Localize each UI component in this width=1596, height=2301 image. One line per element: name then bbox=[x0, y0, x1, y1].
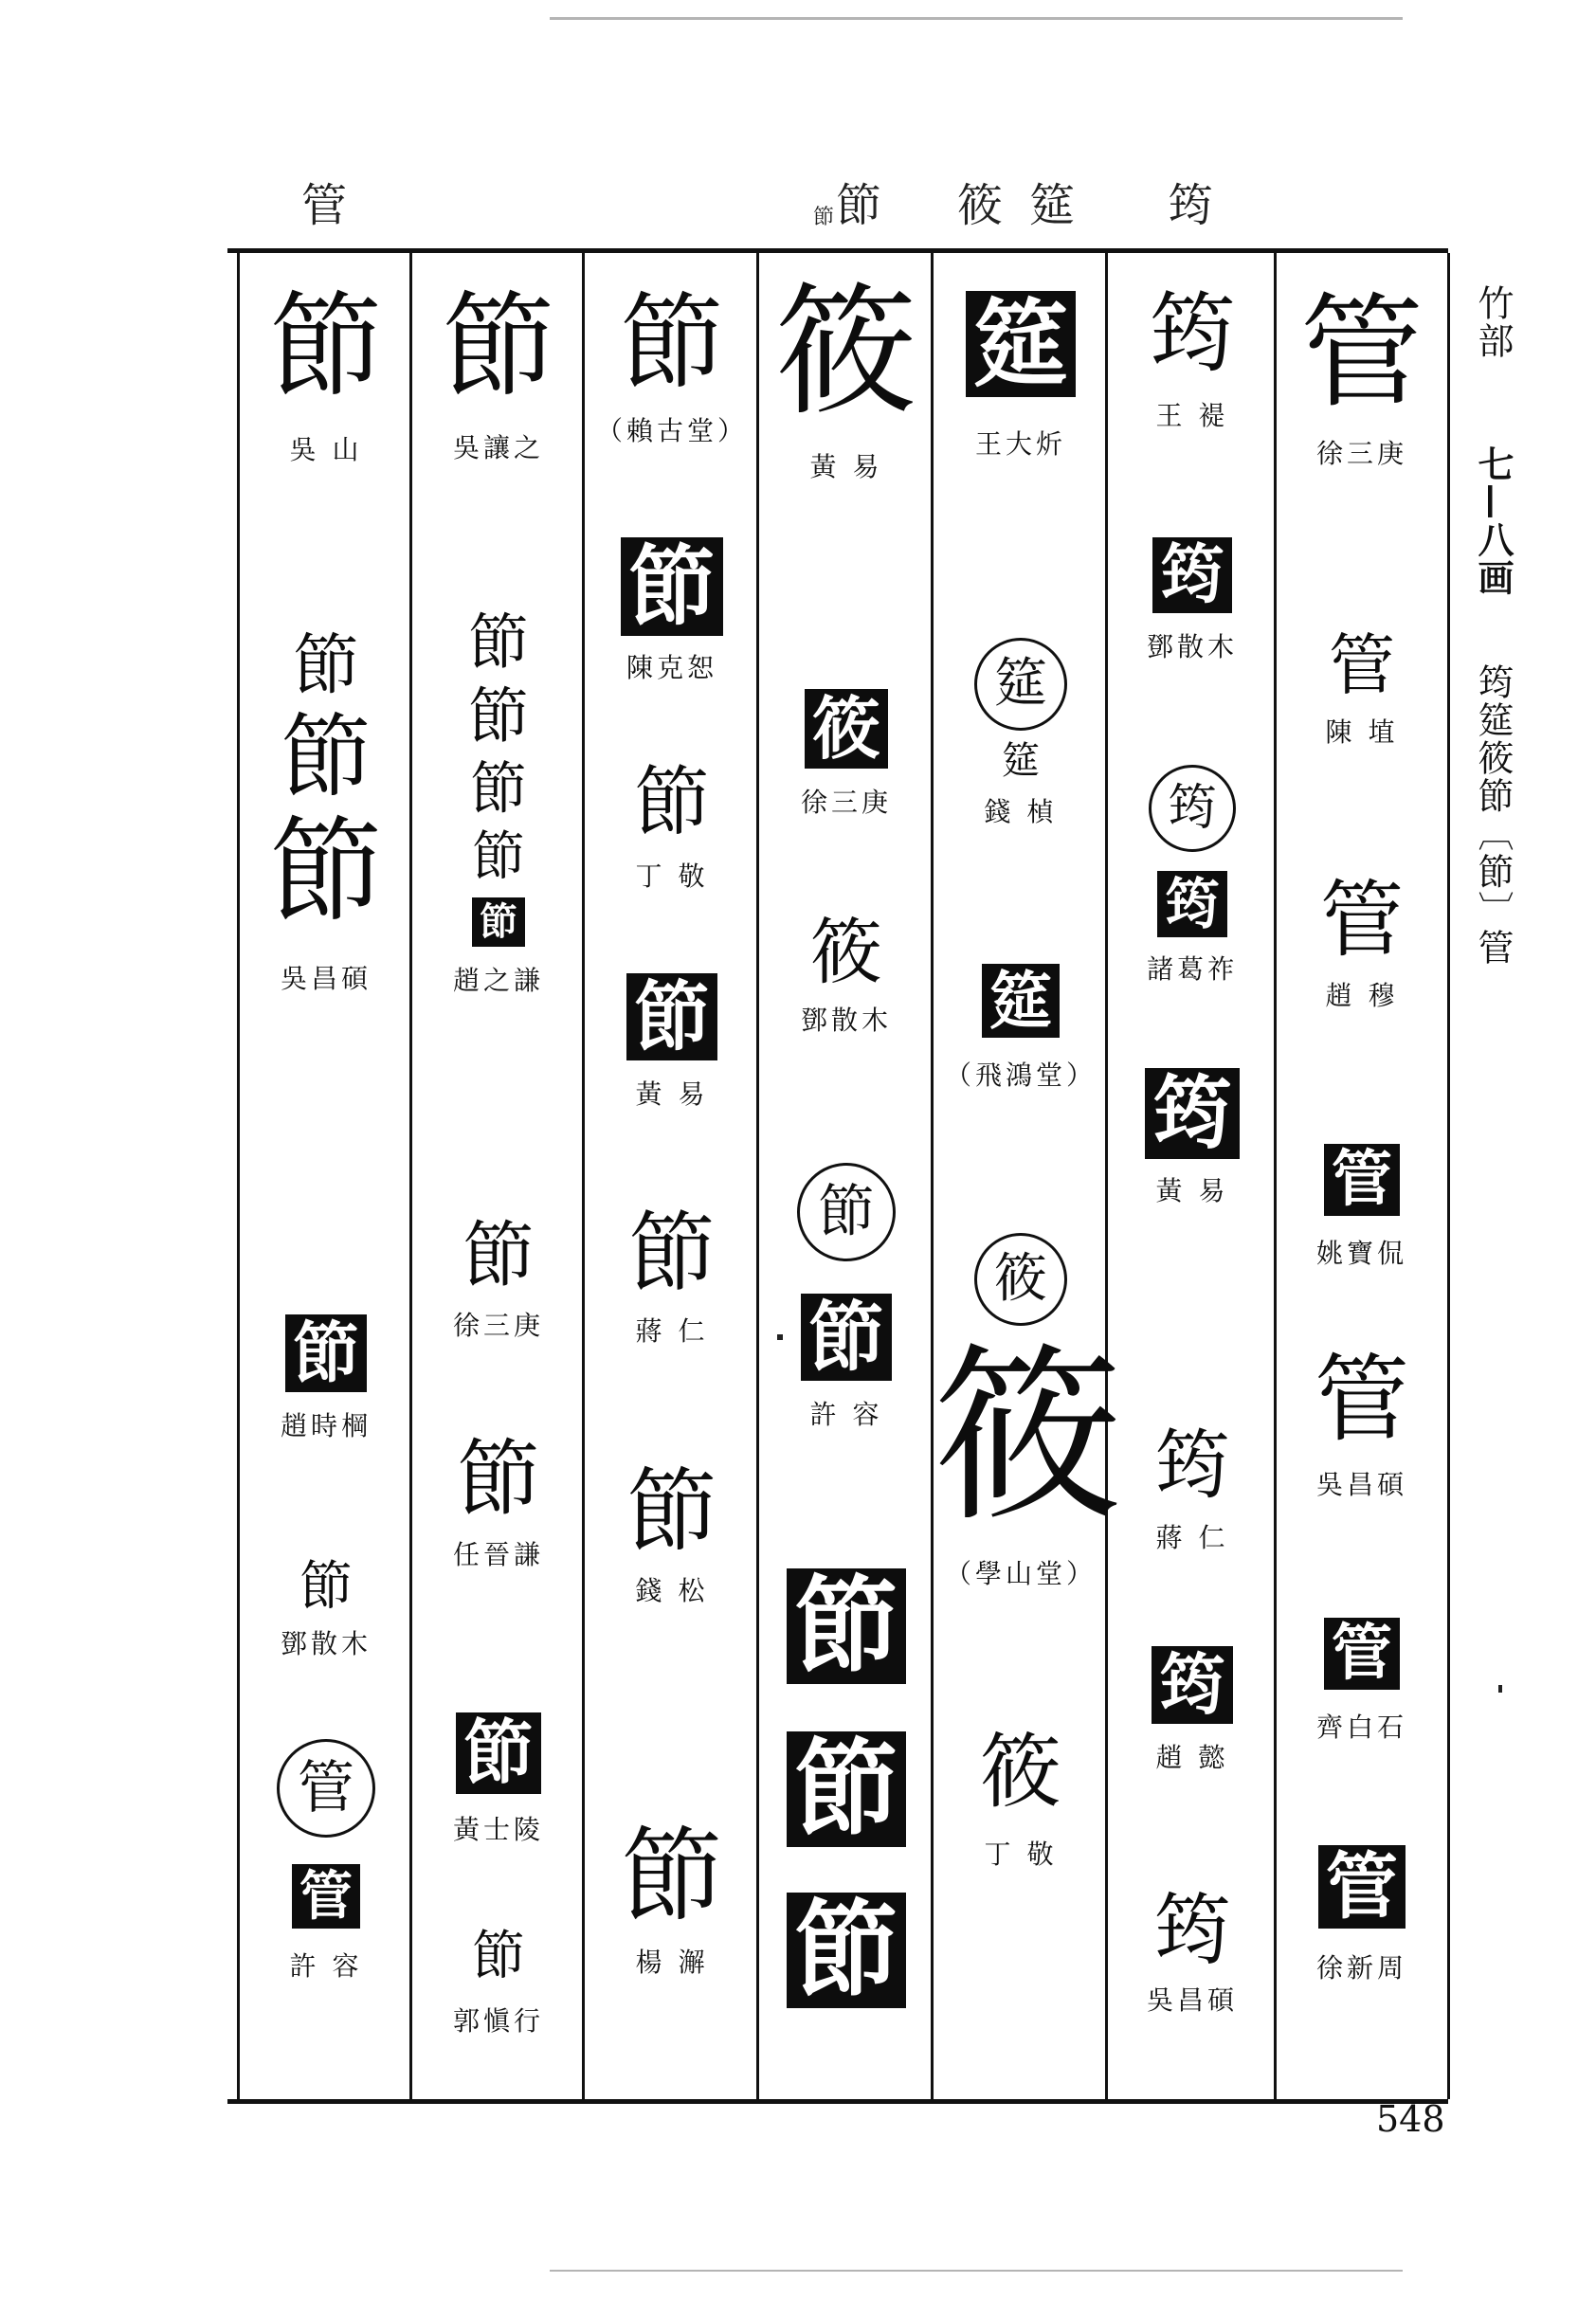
artist-label: 徐三庚 bbox=[800, 787, 892, 818]
artist-label: 黃 易 bbox=[1155, 1175, 1229, 1206]
entry bbox=[934, 964, 1108, 1093]
artist-label: 黃 易 bbox=[635, 1078, 709, 1110]
entry bbox=[1108, 537, 1277, 664]
entry bbox=[1277, 1618, 1447, 1745]
seal-glyph: 節 bbox=[293, 626, 359, 704]
entry bbox=[585, 282, 759, 448]
seal-stamp: 節 bbox=[801, 1294, 892, 1381]
seal-glyph: 管 bbox=[1329, 626, 1395, 704]
seal-stamp: 節 bbox=[285, 1314, 367, 1392]
entry bbox=[759, 270, 934, 484]
seal-circle: 筵 bbox=[974, 638, 1067, 731]
entry bbox=[585, 537, 759, 685]
seal-glyph: 節 bbox=[462, 1213, 535, 1297]
column-jie-guan bbox=[237, 253, 412, 2099]
scan-speck bbox=[1498, 1685, 1502, 1693]
entry bbox=[412, 608, 585, 998]
seal-glyph: 筱 bbox=[810, 910, 882, 994]
entry bbox=[240, 281, 412, 467]
artist-label: 許 容 bbox=[809, 1399, 883, 1430]
seal-circle: 節 bbox=[797, 1163, 896, 1261]
artist-label: 諸葛祚 bbox=[1146, 953, 1238, 985]
entry bbox=[585, 1459, 759, 1608]
artist-label: 吳讓之 bbox=[452, 432, 544, 463]
artist-label: 丁 敬 bbox=[635, 861, 709, 892]
entry bbox=[412, 1213, 585, 1343]
seal-glyph: 筵 bbox=[1002, 739, 1040, 783]
header-char-jie: 節 bbox=[836, 179, 882, 232]
artist-label: 姚寶侃 bbox=[1315, 1238, 1407, 1269]
seal-circle: 管 bbox=[277, 1739, 375, 1838]
entry bbox=[412, 1712, 585, 1847]
entry bbox=[759, 689, 934, 820]
entry bbox=[412, 281, 585, 465]
entry bbox=[759, 1565, 934, 1687]
artist-label: 郭愼行 bbox=[452, 2005, 544, 2037]
seal-stamp: 筵 bbox=[966, 291, 1076, 397]
column-yan-xiao bbox=[931, 253, 1124, 2099]
column-guan bbox=[1274, 253, 1450, 2099]
artist-label: 徐三庚 bbox=[452, 1310, 544, 1341]
entry bbox=[585, 758, 759, 894]
seal-stamp: 節 bbox=[621, 537, 723, 636]
header-small-char: 節 bbox=[813, 206, 835, 229]
artist-label: 蔣 仁 bbox=[1155, 1522, 1229, 1553]
artist-label: （學山堂） bbox=[944, 1558, 1097, 1589]
header-char-guan: 管 bbox=[301, 179, 348, 232]
column-yun bbox=[1105, 253, 1277, 2099]
artist-label: 黃士陵 bbox=[452, 1814, 544, 1845]
entry bbox=[585, 1818, 759, 1980]
seal-glyph: 筱 bbox=[774, 270, 917, 435]
entry bbox=[1108, 1886, 1277, 2018]
entry bbox=[585, 1203, 759, 1349]
entry bbox=[759, 1889, 934, 2011]
seal-stamp: 節 bbox=[456, 1712, 541, 1794]
seal-glyph: 筠 bbox=[1152, 1886, 1231, 1976]
seal-glyph: 節 bbox=[626, 1459, 717, 1565]
entry bbox=[1277, 871, 1447, 1013]
artist-label: 楊 澥 bbox=[635, 1947, 709, 1978]
seal-stamp: 筠 bbox=[1152, 537, 1232, 613]
seal-grid bbox=[227, 248, 1448, 2104]
seal-stamp: 節 bbox=[472, 897, 525, 947]
entry bbox=[1108, 1068, 1277, 1208]
seal-glyph: 管 bbox=[1315, 1344, 1409, 1455]
artist-label: 齊白石 bbox=[1315, 1712, 1407, 1743]
column-jie-b bbox=[582, 253, 759, 2099]
entry bbox=[934, 1233, 1108, 1326]
entry bbox=[412, 1430, 585, 1572]
entry bbox=[934, 1327, 1124, 1591]
seal-stamp: 筠 bbox=[1145, 1068, 1240, 1159]
seal-glyph: 節 bbox=[470, 756, 527, 823]
seal-stamp: 筠 bbox=[1157, 871, 1227, 937]
entry bbox=[1108, 283, 1277, 433]
entry bbox=[1108, 1646, 1277, 1775]
entry bbox=[1108, 871, 1277, 987]
seal-circle: 筱 bbox=[974, 1233, 1067, 1326]
entry bbox=[240, 1314, 412, 1443]
artist-label: 王 褆 bbox=[1155, 400, 1229, 431]
artist-label: 吳昌碩 bbox=[1315, 1469, 1407, 1500]
section-stroke-count: 七—八画 bbox=[1472, 445, 1514, 597]
seal-stamp: 筱 bbox=[805, 689, 888, 769]
seal-circle: 筠 bbox=[1149, 765, 1236, 852]
seal-glyph: 節 bbox=[620, 282, 724, 404]
artist-label: 吳 山 bbox=[289, 434, 363, 465]
seal-glyph: 節 bbox=[472, 826, 525, 888]
seal-glyph: 筱 bbox=[980, 1725, 1061, 1820]
page-number: 548 bbox=[1376, 2098, 1445, 2140]
artist-label: 陳克恕 bbox=[626, 652, 717, 683]
artist-label: 鄧散木 bbox=[280, 1628, 372, 1659]
artist-label: 鄧散木 bbox=[800, 1005, 892, 1036]
seal-glyph: 節 bbox=[442, 281, 555, 413]
seal-glyph: 筱 bbox=[934, 1327, 1124, 1548]
seal-stamp: 管 bbox=[1318, 1845, 1406, 1929]
entry bbox=[759, 1163, 934, 1261]
artist-label: 徐新周 bbox=[1315, 1952, 1407, 1984]
entry bbox=[1108, 1422, 1277, 1555]
artist-label: （飛鴻堂） bbox=[944, 1060, 1097, 1091]
entry bbox=[934, 638, 1108, 829]
seal-stamp: 節 bbox=[787, 1568, 906, 1684]
seal-stamp: 筠 bbox=[1152, 1646, 1233, 1724]
entry bbox=[412, 1926, 585, 2038]
entry bbox=[1277, 281, 1447, 471]
entry bbox=[759, 1728, 934, 1850]
artist-label: 蔣 仁 bbox=[635, 1315, 709, 1347]
entry bbox=[759, 1294, 934, 1432]
artist-label: 吳昌碩 bbox=[1146, 1984, 1238, 2016]
entry bbox=[759, 910, 934, 1038]
seal-glyph: 管 bbox=[1299, 281, 1424, 425]
seal-glyph: 筠 bbox=[1154, 1422, 1230, 1510]
entry bbox=[934, 288, 1108, 462]
artist-label: 錢 楨 bbox=[984, 796, 1058, 827]
entry bbox=[585, 973, 759, 1112]
header-char-yun: 筠 bbox=[1168, 179, 1214, 232]
seal-glyph: 節 bbox=[281, 704, 372, 810]
artist-label: 丁 敬 bbox=[984, 1839, 1058, 1870]
entry bbox=[240, 626, 412, 996]
header-char-yan: 筵 bbox=[1029, 179, 1076, 232]
column-jie-c bbox=[409, 253, 585, 2099]
entry bbox=[1277, 1344, 1447, 1502]
seal-stamp: 管 bbox=[1324, 1618, 1400, 1690]
entry bbox=[240, 1864, 412, 1984]
artist-label: （賴古堂） bbox=[595, 415, 748, 446]
artist-label: 吳昌碩 bbox=[280, 963, 372, 994]
artist-label: 趙時棡 bbox=[280, 1410, 372, 1441]
column-xiao-jie bbox=[756, 253, 934, 2099]
artist-label: 錢 松 bbox=[635, 1575, 709, 1606]
seal-glyph: 節 bbox=[269, 281, 383, 413]
section-radical-label: 竹部 bbox=[1472, 284, 1514, 360]
artist-label: 王大炘 bbox=[974, 428, 1066, 460]
seal-glyph: 節 bbox=[456, 1430, 540, 1528]
seal-glyph: 管 bbox=[1319, 871, 1404, 969]
artist-label: 黃 易 bbox=[809, 451, 883, 482]
seal-stamp: 筵 bbox=[982, 964, 1060, 1038]
scan-artifact-top bbox=[550, 17, 1403, 20]
scan-artifact-bottom bbox=[550, 2270, 1403, 2272]
artist-label: 趙之謙 bbox=[452, 965, 544, 996]
seal-glyph: 節 bbox=[468, 682, 529, 752]
entry bbox=[1277, 626, 1447, 750]
entry bbox=[240, 1556, 412, 1661]
section-character-list: 筠筵筱節〔節〕管 bbox=[1472, 663, 1514, 967]
entry bbox=[1108, 765, 1277, 852]
seal-stamp: 管 bbox=[1324, 1144, 1400, 1216]
seal-glyph: 節 bbox=[269, 806, 383, 938]
seal-glyph: 節 bbox=[472, 1926, 525, 1987]
seal-stamp: 節 bbox=[787, 1893, 906, 2008]
artist-label: 陳 埴 bbox=[1325, 716, 1399, 748]
seal-glyph: 筠 bbox=[1148, 283, 1236, 385]
seal-glyph: 節 bbox=[627, 1203, 716, 1304]
seal-glyph: 節 bbox=[299, 1556, 353, 1618]
scan-speck bbox=[777, 1334, 783, 1340]
seal-stamp: 節 bbox=[626, 973, 717, 1060]
artist-label: 許 容 bbox=[289, 1950, 363, 1982]
seal-glyph: 節 bbox=[468, 608, 529, 679]
header-char-xiao: 筱 bbox=[957, 179, 1004, 232]
seal-glyph: 節 bbox=[634, 758, 710, 846]
entry bbox=[934, 1725, 1108, 1872]
seal-stamp: 管 bbox=[292, 1864, 360, 1929]
artist-label: 趙 懿 bbox=[1155, 1742, 1229, 1773]
artist-label: 鄧散木 bbox=[1146, 631, 1238, 662]
artist-label: 徐三庚 bbox=[1315, 438, 1407, 469]
seal-glyph: 節 bbox=[620, 1818, 723, 1936]
entry bbox=[240, 1739, 412, 1838]
entry bbox=[1277, 1144, 1447, 1271]
seal-stamp: 節 bbox=[787, 1731, 906, 1847]
entry bbox=[1277, 1845, 1447, 1985]
artist-label: 任晉謙 bbox=[452, 1539, 544, 1570]
artist-label: 趙 穆 bbox=[1325, 980, 1399, 1011]
